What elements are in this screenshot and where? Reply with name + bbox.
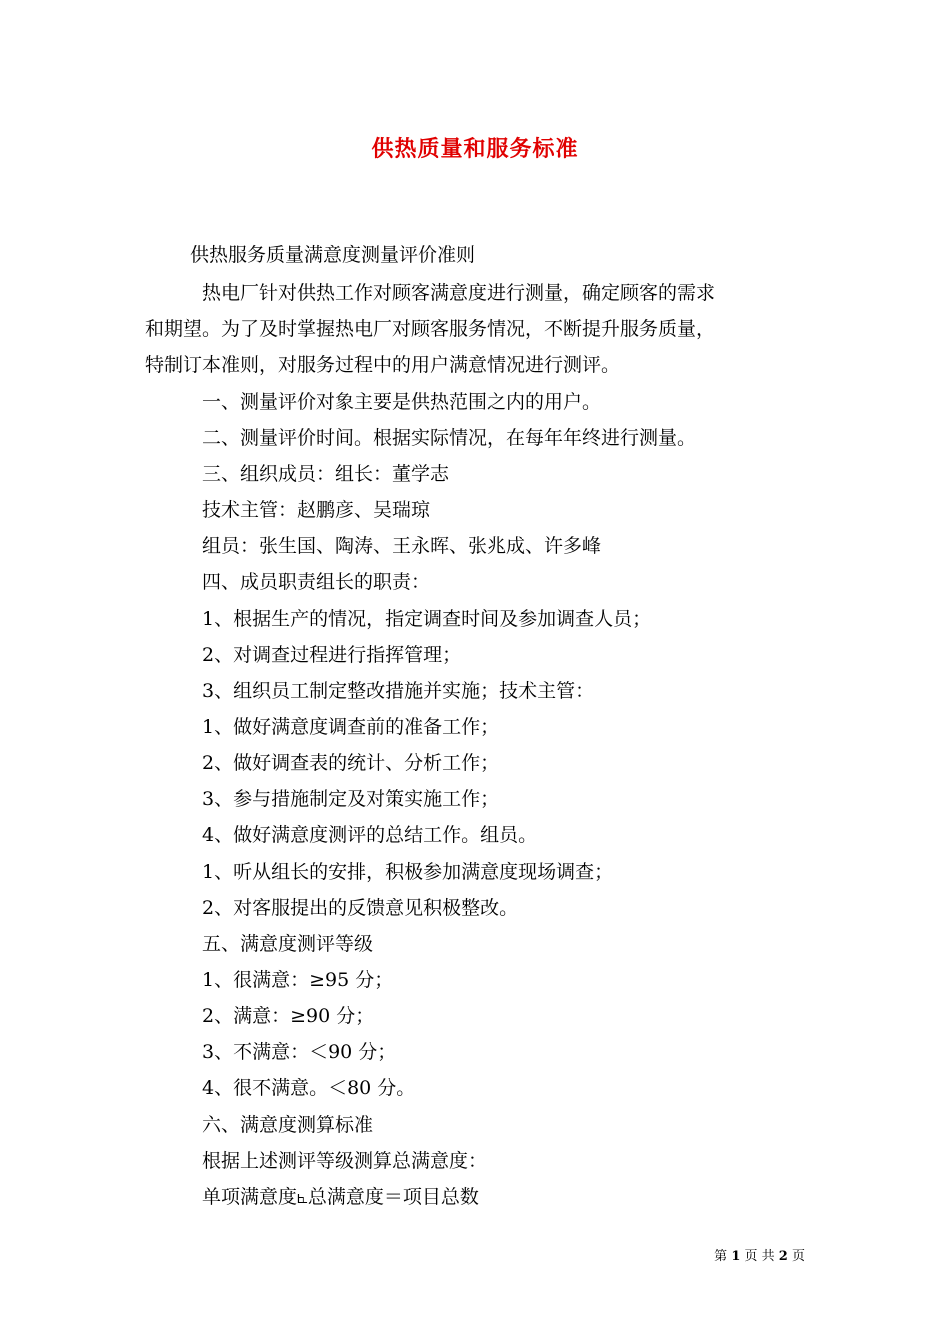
document-line: 1、根据生产的情况，指定调查时间及参加调查人员；	[202, 608, 652, 630]
document-line: 4、做好满意度测评的总结工作。组员。	[202, 824, 538, 846]
document-line: 特制订本准则，对服务过程中的用户满意情况进行测评。	[145, 354, 621, 376]
document-line: 2、做好调查表的统计、分析工作；	[202, 752, 500, 774]
document-line: 3、组织员工制定整改措施并实施；技术主管：	[202, 680, 595, 702]
document-line: 五、满意度测评等级	[202, 933, 374, 955]
document-line: 1、做好满意度调查前的准备工作；	[202, 716, 500, 738]
document-line: 二、测量评价时间。根据实际情况，在每年年终进行测量。	[202, 427, 697, 449]
document-line: 组员：张生国、陶涛、王永晖、张兆成、许多峰	[202, 535, 602, 557]
page-number-suffix: 页	[791, 1249, 805, 1264]
page-number	[714, 1248, 805, 1266]
document-line: 供热服务质量满意度测量评价准则	[190, 244, 476, 266]
page-number-middle: 页 共	[744, 1249, 775, 1264]
page-number-total: 2	[778, 1249, 788, 1264]
document-line: 3、不满意：＜90 分；	[202, 1041, 397, 1063]
document-line: 热电厂针对供热工作对顾客满意度进行测量，确定顾客的需求	[202, 282, 716, 304]
document-line: 2、对调查过程进行指挥管理；	[202, 644, 462, 666]
page-number-current: 1	[731, 1249, 741, 1264]
page-number-prefix: 第	[714, 1249, 728, 1264]
document-line: 一、测量评价对象主要是供热范围之内的用户。	[202, 391, 602, 413]
document-line: 2、对客服提出的反馈意见积极整改。	[202, 897, 519, 919]
document-line: 四、成员职责组长的职责：	[202, 571, 431, 593]
document-line: 和期望。为了及时掌握热电厂对顾客服务情况，不断提升服务质量，	[145, 318, 716, 340]
document-line: 单项满意度⦜总满意度＝项目总数	[202, 1186, 479, 1208]
document-line: 技术主管：赵鹏彦、吴瑞琼	[202, 499, 431, 521]
document-line: 4、很不满意。＜80 分。	[202, 1077, 416, 1099]
document-line: 1、很满意：≥95 分；	[202, 969, 394, 991]
document-line: 1、听从组长的安排，积极参加满意度现场调查；	[202, 861, 614, 883]
document-line: 2、满意：≥90 分；	[202, 1005, 375, 1027]
document-line: 六、满意度测算标准	[202, 1114, 374, 1136]
document-line: 根据上述测评等级测算总满意度：	[202, 1150, 488, 1172]
document-line: 三、组织成员：组长：董学志	[202, 463, 450, 485]
document-title: 供热质量和服务标准	[371, 136, 579, 162]
document-line: 3、参与措施制定及对策实施工作；	[202, 788, 500, 810]
